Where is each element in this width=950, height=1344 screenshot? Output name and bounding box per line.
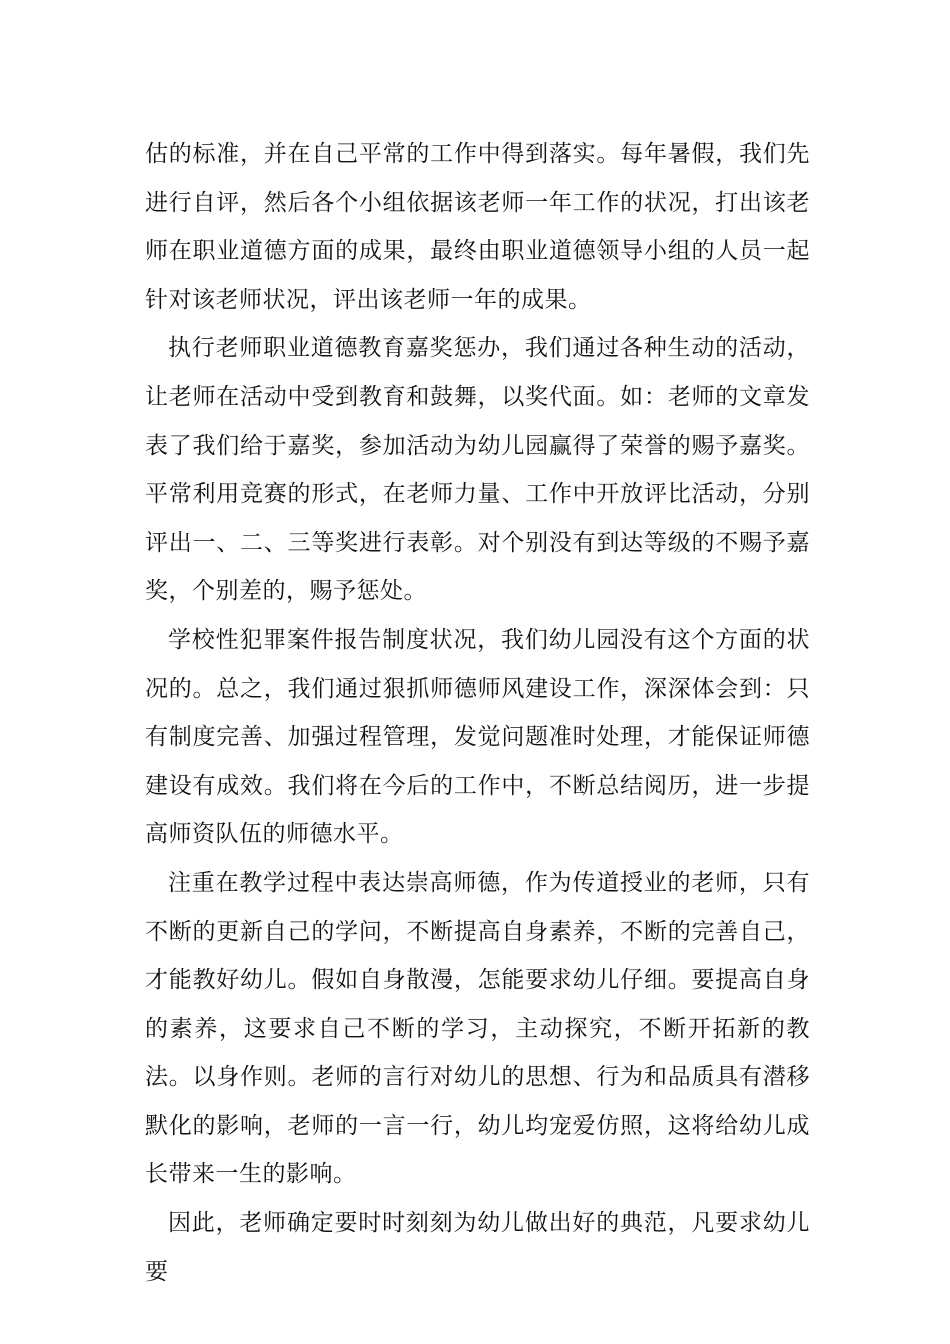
paragraph-4: 注重在教学过程中表达崇高师德，作为传道授业的老师，只有不断的更新自己的学问，不断提高自身素养，不断的完善自己，才能教好幼儿。假如自身散漫，怎能要求幼儿仔细。要提高自身的素养，这要求自己不断的学习，主动探究，不断开拓新的教法。以身作则。老师的言行对幼儿的思想、行为和品质具有潜移默化的影响，老师的一言一行，幼儿均宠爱仿照，这将给幼儿成长带来一生的影响。 xyxy=(145,869,810,1188)
document-body xyxy=(145,130,810,1296)
paragraph-2: 执行老师职业道德教育嘉奖惩办，我们通过各种生动的活动，让老师在活动中受到教育和鼓舞，以奖代面。如：老师的文章发表了我们给于嘉奖，参加活动为幼儿园赢得了荣誉的赐予嘉奖。平常利用竞赛的形式，在老师力量、工作中开放评比活动，分别评出一、二、三等奖进行表彰。对个别没有到达等级的不赐予嘉奖，个别差的，赐予惩处。 xyxy=(145,335,810,605)
paragraph-3: 学校性犯罪案件报告制度状况，我们幼儿园没有这个方面的状况的。总之，我们通过狠抓师德师风建设工作，深深体会到：只有制度完善、加强过程管理，发觉问题准时处理，才能保证师德建设有成效。我们将在今后的工作中，不断总结阅历，进一步提高师资队伍的师德水平。 xyxy=(145,626,810,848)
paragraph-5: 因此，老师确定要时时刻刻为幼儿做出好的典范，凡要求幼儿要 xyxy=(145,1210,810,1285)
paragraph-1: 估的标准，并在自己平常的工作中得到落实。每年暑假，我们先进行自评，然后各个小组依据该老师一年工作的状况，打出该老师在职业道德方面的成果，最终由职业道德领导小组的人员一起针对该老师状况，评出该老师一年的成果。 xyxy=(145,141,810,313)
